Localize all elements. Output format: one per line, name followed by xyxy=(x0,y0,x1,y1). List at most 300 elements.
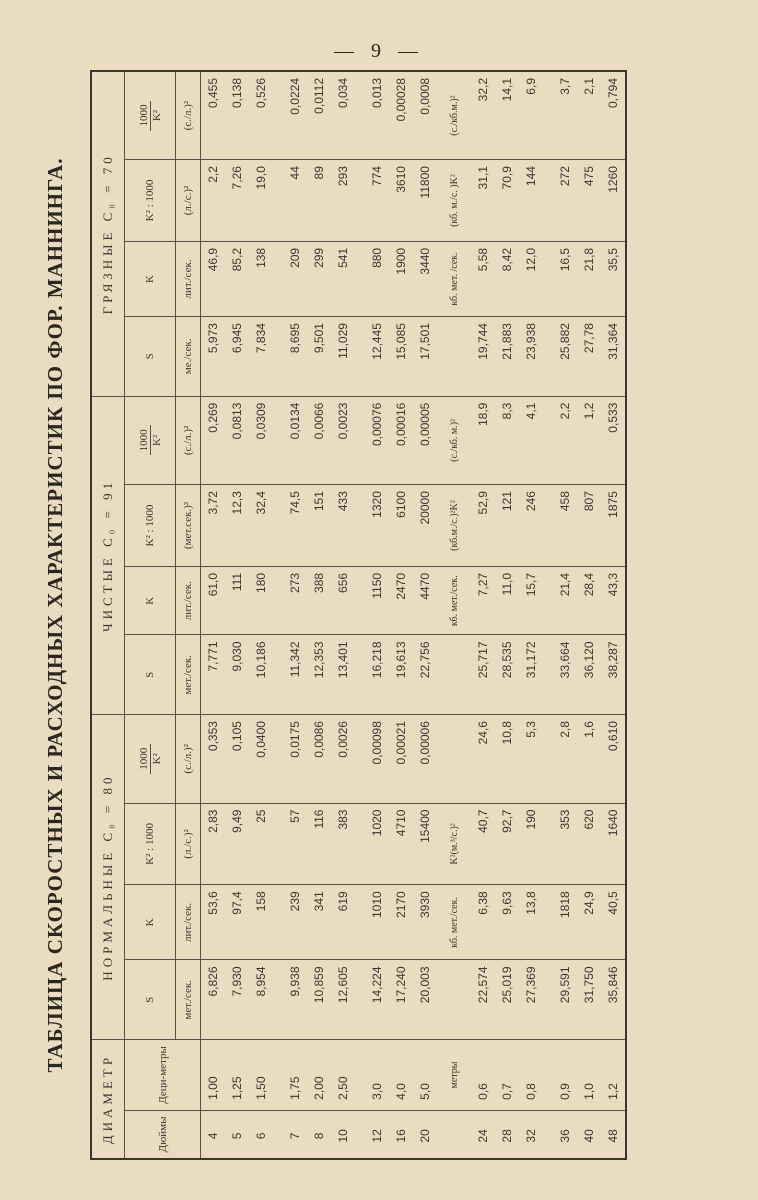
value-cell: 9,501 xyxy=(307,317,331,397)
value-cell: 13,401 xyxy=(331,635,355,715)
value-cell: 2,8 xyxy=(553,715,577,803)
value-cell: 2,83 xyxy=(201,803,226,885)
value-cell: 7,930 xyxy=(225,960,249,1040)
decimeter-cell: 2,50 xyxy=(331,1040,355,1111)
group-clean-header: ЧИСТЫЕ C₀ = 91 xyxy=(91,396,125,714)
value-cell: 2170 xyxy=(389,885,413,960)
value-cell: 15,7 xyxy=(519,566,543,635)
value-cell: 35,846 xyxy=(601,960,626,1040)
value-cell: 1900 xyxy=(389,241,413,316)
spacer-cell xyxy=(273,803,283,885)
value-cell: 0,105 xyxy=(225,715,249,803)
value-cell: 0,00076 xyxy=(365,396,389,484)
clean-k2-unit-lower: (кб.м./с.)²K² xyxy=(437,485,471,567)
group-normal-header: НОРМАЛЬНЫЕ C₀ = 80 xyxy=(91,715,125,1040)
value-cell: 70,9 xyxy=(495,160,519,242)
value-cell: 151 xyxy=(307,485,331,567)
table-row xyxy=(471,71,495,1159)
table-row xyxy=(519,71,543,1159)
value-cell: 273 xyxy=(283,566,307,635)
value-cell: 2,2 xyxy=(553,396,577,484)
dirty-k-unit-lower: кб. мет. /сек. xyxy=(437,241,471,316)
table-row xyxy=(601,71,626,1159)
value-cell: 15400 xyxy=(413,803,437,885)
spacer-cell xyxy=(543,566,553,635)
value-cell: 6,38 xyxy=(471,885,495,960)
value-cell: 6,945 xyxy=(225,317,249,397)
value-cell: 121 xyxy=(495,485,519,567)
value-cell: 807 xyxy=(577,485,601,567)
spacer-cell xyxy=(543,71,553,160)
value-cell: 27,369 xyxy=(519,960,543,1040)
spacer-cell xyxy=(273,1110,283,1159)
value-cell: 24,6 xyxy=(471,715,495,803)
value-cell: 53,6 xyxy=(201,885,226,960)
value-cell: 35,5 xyxy=(601,241,626,316)
spacer-cell xyxy=(543,1110,553,1159)
inch-cell: 36 xyxy=(553,1110,577,1159)
value-cell: 0,138 xyxy=(225,71,249,160)
norm-k-header: K xyxy=(125,885,176,960)
value-cell: 0,034 xyxy=(331,71,355,160)
norm-k2-unit-lower: K²(м.³/с.)² xyxy=(437,803,471,885)
value-cell: 0,0224 xyxy=(283,71,307,160)
value-cell: 2470 xyxy=(389,566,413,635)
value-cell: 2,2 xyxy=(201,160,226,242)
spacer-cell xyxy=(437,960,471,1040)
value-cell: 74,5 xyxy=(283,485,307,567)
dirty-k2-unit: (л./с.)² xyxy=(176,160,201,242)
value-cell: 9,030 xyxy=(225,635,249,715)
value-cell: 0,0112 xyxy=(307,71,331,160)
value-cell: 293 xyxy=(331,160,355,242)
value-cell: 0,0134 xyxy=(283,396,307,484)
value-cell: 3610 xyxy=(389,160,413,242)
value-cell: 0,0400 xyxy=(249,715,273,803)
value-cell: 25,882 xyxy=(553,317,577,397)
decimeter-cell: 1,00 xyxy=(201,1040,226,1111)
value-cell: 36,120 xyxy=(577,635,601,715)
value-cell: 10,8 xyxy=(495,715,519,803)
norm-k-unit: лит./сек. xyxy=(176,885,201,960)
value-cell: 0,610 xyxy=(601,715,626,803)
value-cell: 1010 xyxy=(365,885,389,960)
table-row xyxy=(283,71,307,1159)
inches-header: Дюймы xyxy=(125,1110,201,1159)
spacer-cell xyxy=(355,885,365,960)
value-cell: 14,1 xyxy=(495,71,519,160)
value-cell: 158 xyxy=(249,885,273,960)
inch-cell: 4 xyxy=(201,1110,226,1159)
value-cell: 9,49 xyxy=(225,803,249,885)
value-cell: 31,172 xyxy=(519,635,543,715)
value-cell: 44 xyxy=(283,160,307,242)
value-cell: 1640 xyxy=(601,803,626,885)
meters-label: метры xyxy=(437,1040,471,1111)
clean-k2-unit: (мет.сек.)² xyxy=(176,485,201,567)
value-cell: 0,013 xyxy=(365,71,389,160)
value-cell: 85,2 xyxy=(225,241,249,316)
spacer-cell xyxy=(543,885,553,960)
value-cell: 6,9 xyxy=(519,71,543,160)
spacer-cell xyxy=(273,160,283,242)
value-cell: 0,533 xyxy=(601,396,626,484)
spacer-cell xyxy=(543,1040,553,1111)
spacer-cell xyxy=(273,317,283,397)
value-cell: 19,0 xyxy=(249,160,273,242)
value-cell: 18,9 xyxy=(471,396,495,484)
spacer-cell xyxy=(273,396,283,484)
table-row xyxy=(225,71,249,1159)
spacer-cell xyxy=(355,241,365,316)
lower-units-row xyxy=(437,71,471,1159)
value-cell: 0,00006 xyxy=(413,715,437,803)
spacer-cell xyxy=(355,485,365,567)
inch-cell: 10 xyxy=(331,1110,355,1159)
manning-table xyxy=(90,70,627,1160)
decimeter-cell: 4,0 xyxy=(389,1040,413,1111)
value-cell: 0,00005 xyxy=(413,396,437,484)
inch-cell: 20 xyxy=(413,1110,437,1159)
spacer-cell xyxy=(273,1040,283,1111)
table-row xyxy=(249,71,273,1159)
value-cell: 43,3 xyxy=(601,566,626,635)
spacer-cell xyxy=(543,160,553,242)
value-cell: 111 xyxy=(225,566,249,635)
value-cell: 458 xyxy=(553,485,577,567)
value-cell: 880 xyxy=(365,241,389,316)
dirty-frac-unit-lower: (с./кб.м.)² xyxy=(437,71,471,160)
inch-cell: 48 xyxy=(601,1110,626,1159)
value-cell: 31,1 xyxy=(471,160,495,242)
value-cell: 433 xyxy=(331,485,355,567)
inch-cell: 24 xyxy=(471,1110,495,1159)
inch-cell: 6 xyxy=(249,1110,273,1159)
value-cell: 7,26 xyxy=(225,160,249,242)
value-cell: 92,7 xyxy=(495,803,519,885)
decimeter-cell: 3,0 xyxy=(365,1040,389,1111)
value-cell: 3930 xyxy=(413,885,437,960)
spacer-cell xyxy=(273,715,283,803)
value-cell: 32,2 xyxy=(471,71,495,160)
clean-k-unit: лит./сек. xyxy=(176,566,201,635)
value-cell: 0,526 xyxy=(249,71,273,160)
spacer-cell xyxy=(355,317,365,397)
value-cell: 299 xyxy=(307,241,331,316)
value-cell: 14,224 xyxy=(365,960,389,1040)
norm-k-unit-lower: кб. мет./сек. xyxy=(437,885,471,960)
value-cell: 25 xyxy=(249,803,273,885)
decimeters-header: Деци-метры xyxy=(125,1040,201,1111)
value-cell: 28,4 xyxy=(577,566,601,635)
value-cell: 31,364 xyxy=(601,317,626,397)
value-cell: 12,605 xyxy=(331,960,355,1040)
value-cell: 21,883 xyxy=(495,317,519,397)
value-cell: 1320 xyxy=(365,485,389,567)
value-cell: 475 xyxy=(577,160,601,242)
spacer-cell xyxy=(543,715,553,803)
value-cell: 16,5 xyxy=(553,241,577,316)
value-cell: 11,342 xyxy=(283,635,307,715)
spacer-cell xyxy=(543,485,553,567)
value-cell: 40,7 xyxy=(471,803,495,885)
value-cell: 7,834 xyxy=(249,317,273,397)
value-cell: 40,5 xyxy=(601,885,626,960)
rotated-table-sheet xyxy=(20,70,680,1160)
value-cell: 239 xyxy=(283,885,307,960)
diameter-header: ДИАМЕТР xyxy=(91,1040,125,1159)
clean-frac-unit: (с./л.)² xyxy=(176,396,201,484)
value-cell: 61,0 xyxy=(201,566,226,635)
value-cell: 25,019 xyxy=(495,960,519,1040)
decimeter-cell: 0,6 xyxy=(471,1040,495,1111)
spacer-cell xyxy=(543,317,553,397)
inch-cell: 28 xyxy=(495,1110,519,1159)
table-row xyxy=(413,71,437,1159)
value-cell: 2,1 xyxy=(577,71,601,160)
table-row xyxy=(577,71,601,1159)
value-cell: 12,3 xyxy=(225,485,249,567)
spacer-cell xyxy=(355,960,365,1040)
inch-cell: 8 xyxy=(307,1110,331,1159)
value-cell: 1150 xyxy=(365,566,389,635)
clean-s-header: S xyxy=(125,635,176,715)
value-cell: 541 xyxy=(331,241,355,316)
value-cell: 3440 xyxy=(413,241,437,316)
spacer-cell xyxy=(355,160,365,242)
clean-k-header: K xyxy=(125,566,176,635)
spacer-cell xyxy=(273,485,283,567)
value-cell: 20,003 xyxy=(413,960,437,1040)
value-cell: 180 xyxy=(249,566,273,635)
value-cell: 8,954 xyxy=(249,960,273,1040)
value-cell: 12,353 xyxy=(307,635,331,715)
page-title: ТАБЛИЦА СКОРОСТНЫХ И РАСХОДНЫХ ХАРАКТЕРИСТИК ПО ФОР. МАННИНГА. xyxy=(43,157,67,1073)
decimeter-cell: 1,2 xyxy=(601,1040,626,1111)
clean-s-unit: мет./сек. xyxy=(176,635,201,715)
table-row xyxy=(495,71,519,1159)
value-cell: 0,0175 xyxy=(283,715,307,803)
value-cell: 17,240 xyxy=(389,960,413,1040)
table-row xyxy=(331,71,355,1159)
value-cell: 0,0066 xyxy=(307,396,331,484)
value-cell: 31,750 xyxy=(577,960,601,1040)
dirty-s-header: S xyxy=(125,317,176,397)
value-cell: 21,8 xyxy=(577,241,601,316)
spacer-cell xyxy=(355,715,365,803)
spacer-cell xyxy=(355,635,365,715)
spacer-cell xyxy=(437,635,471,715)
spacer-cell xyxy=(437,1110,471,1159)
norm-frac-unit: (с./л.)² xyxy=(176,715,201,803)
value-cell: 7,771 xyxy=(201,635,226,715)
table-row xyxy=(389,71,413,1159)
page-number: — 9 — xyxy=(334,40,424,62)
norm-s-unit: мет./сек. xyxy=(176,960,201,1040)
value-cell: 4710 xyxy=(389,803,413,885)
value-cell: 22,574 xyxy=(471,960,495,1040)
value-cell: 619 xyxy=(331,885,355,960)
dirty-k-header: K xyxy=(125,241,176,316)
value-cell: 10,859 xyxy=(307,960,331,1040)
value-cell: 6100 xyxy=(389,485,413,567)
value-cell: 97,4 xyxy=(225,885,249,960)
value-cell: 89 xyxy=(307,160,331,242)
value-cell: 144 xyxy=(519,160,543,242)
value-cell: 23,938 xyxy=(519,317,543,397)
norm-k2-header: K² : 1000 xyxy=(125,803,176,885)
table-row xyxy=(365,71,389,1159)
spacer-cell xyxy=(273,960,283,1040)
spacer-cell xyxy=(543,960,553,1040)
value-cell: 12,0 xyxy=(519,241,543,316)
decimeter-cell: 0,7 xyxy=(495,1040,519,1111)
value-cell: 5,58 xyxy=(471,241,495,316)
value-cell: 341 xyxy=(307,885,331,960)
spacer-cell xyxy=(355,566,365,635)
norm-s-header: S xyxy=(125,960,176,1040)
value-cell: 388 xyxy=(307,566,331,635)
value-cell: 1020 xyxy=(365,803,389,885)
value-cell: 25,717 xyxy=(471,635,495,715)
inch-cell: 40 xyxy=(577,1110,601,1159)
value-cell: 0,0813 xyxy=(225,396,249,484)
decimeter-cell: 2,00 xyxy=(307,1040,331,1111)
value-cell: 20000 xyxy=(413,485,437,567)
spacer-cell xyxy=(355,1040,365,1111)
value-cell: 9,63 xyxy=(495,885,519,960)
value-cell: 3,72 xyxy=(201,485,226,567)
decimeter-cell: 0,9 xyxy=(553,1040,577,1111)
decimeter-cell: 1,25 xyxy=(225,1040,249,1111)
value-cell: 11,0 xyxy=(495,566,519,635)
group-dirty-header: ГРЯЗНЫЕ C₀ = 70 xyxy=(91,71,125,396)
value-cell: 17,501 xyxy=(413,317,437,397)
value-cell: 33,664 xyxy=(553,635,577,715)
value-cell: 0,0309 xyxy=(249,396,273,484)
value-cell: 52,9 xyxy=(471,485,495,567)
value-cell: 383 xyxy=(331,803,355,885)
value-cell: 21,4 xyxy=(553,566,577,635)
spacer-cell xyxy=(273,885,283,960)
norm-frac-header: 1000 K² xyxy=(125,715,176,803)
dirty-frac-header: 1000 K² xyxy=(125,71,176,160)
value-cell: 1260 xyxy=(601,160,626,242)
dirty-k2-header: K² : 1000 xyxy=(125,160,176,242)
inch-cell: 12 xyxy=(365,1110,389,1159)
value-cell: 209 xyxy=(283,241,307,316)
value-cell: 0,794 xyxy=(601,71,626,160)
spacer-cell xyxy=(355,1110,365,1159)
value-cell: 0,0026 xyxy=(331,715,355,803)
value-cell: 0,0086 xyxy=(307,715,331,803)
value-cell: 116 xyxy=(307,803,331,885)
value-cell: 12,445 xyxy=(365,317,389,397)
value-cell: 11800 xyxy=(413,160,437,242)
spacer-cell xyxy=(273,566,283,635)
clean-k-unit-lower: кб. мет./сек. xyxy=(437,566,471,635)
value-cell: 4,1 xyxy=(519,396,543,484)
inch-cell: 5 xyxy=(225,1110,249,1159)
value-cell: 11,029 xyxy=(331,317,355,397)
value-cell: 28,535 xyxy=(495,635,519,715)
value-cell: 5,973 xyxy=(201,317,226,397)
dirty-s-unit: ме./сек. xyxy=(176,317,201,397)
spacer-cell xyxy=(543,241,553,316)
value-cell: 620 xyxy=(577,803,601,885)
value-cell: 0,0023 xyxy=(331,396,355,484)
decimeter-cell: 1,50 xyxy=(249,1040,273,1111)
value-cell: 7,27 xyxy=(471,566,495,635)
value-cell: 0,0008 xyxy=(413,71,437,160)
spacer-cell xyxy=(355,803,365,885)
value-cell: 190 xyxy=(519,803,543,885)
clean-k2-header: K² : 1000 xyxy=(125,485,176,567)
table-body xyxy=(201,71,627,1159)
value-cell: 8,42 xyxy=(495,241,519,316)
value-cell: 1,6 xyxy=(577,715,601,803)
value-cell: 8,3 xyxy=(495,396,519,484)
dirty-k2-unit-lower: (кб. м./с. )K² xyxy=(437,160,471,242)
value-cell: 3,7 xyxy=(553,71,577,160)
decimeter-cell: 1,75 xyxy=(283,1040,307,1111)
clean-frac-header: 1000 K² xyxy=(125,396,176,484)
table-row xyxy=(307,71,331,1159)
value-cell: 774 xyxy=(365,160,389,242)
value-cell: 10,186 xyxy=(249,635,273,715)
decimeter-cell: 1,0 xyxy=(577,1040,601,1111)
value-cell: 1,2 xyxy=(577,396,601,484)
inch-cell: 16 xyxy=(389,1110,413,1159)
value-cell: 1875 xyxy=(601,485,626,567)
value-cell: 9,938 xyxy=(283,960,307,1040)
spacer-cell xyxy=(273,71,283,160)
value-cell: 8,695 xyxy=(283,317,307,397)
value-cell: 5,3 xyxy=(519,715,543,803)
value-cell: 24,9 xyxy=(577,885,601,960)
norm-k2-unit: (л./с.)² xyxy=(176,803,201,885)
value-cell: 0,455 xyxy=(201,71,226,160)
value-cell: 13,8 xyxy=(519,885,543,960)
spacer-cell xyxy=(355,71,365,160)
value-cell: 4470 xyxy=(413,566,437,635)
value-cell: 246 xyxy=(519,485,543,567)
value-cell: 22,756 xyxy=(413,635,437,715)
table-row xyxy=(553,71,577,1159)
value-cell: 57 xyxy=(283,803,307,885)
value-cell: 0,00098 xyxy=(365,715,389,803)
value-cell: 38,287 xyxy=(601,635,626,715)
value-cell: 27,78 xyxy=(577,317,601,397)
spacer-cell xyxy=(273,241,283,316)
value-cell: 19,744 xyxy=(471,317,495,397)
value-cell: 656 xyxy=(331,566,355,635)
spacer-cell xyxy=(543,396,553,484)
value-cell: 16,218 xyxy=(365,635,389,715)
inch-cell: 7 xyxy=(283,1110,307,1159)
dirty-k-unit: лит./сек. xyxy=(176,241,201,316)
value-cell: 272 xyxy=(553,160,577,242)
decimeter-cell: 5,0 xyxy=(413,1040,437,1111)
value-cell: 0,269 xyxy=(201,396,226,484)
inch-cell: 32 xyxy=(519,1110,543,1159)
value-cell: 353 xyxy=(553,803,577,885)
value-cell: 15,085 xyxy=(389,317,413,397)
spacer-cell xyxy=(273,635,283,715)
spacer-cell xyxy=(437,317,471,397)
value-cell: 46,9 xyxy=(201,241,226,316)
value-cell: 32,4 xyxy=(249,485,273,567)
